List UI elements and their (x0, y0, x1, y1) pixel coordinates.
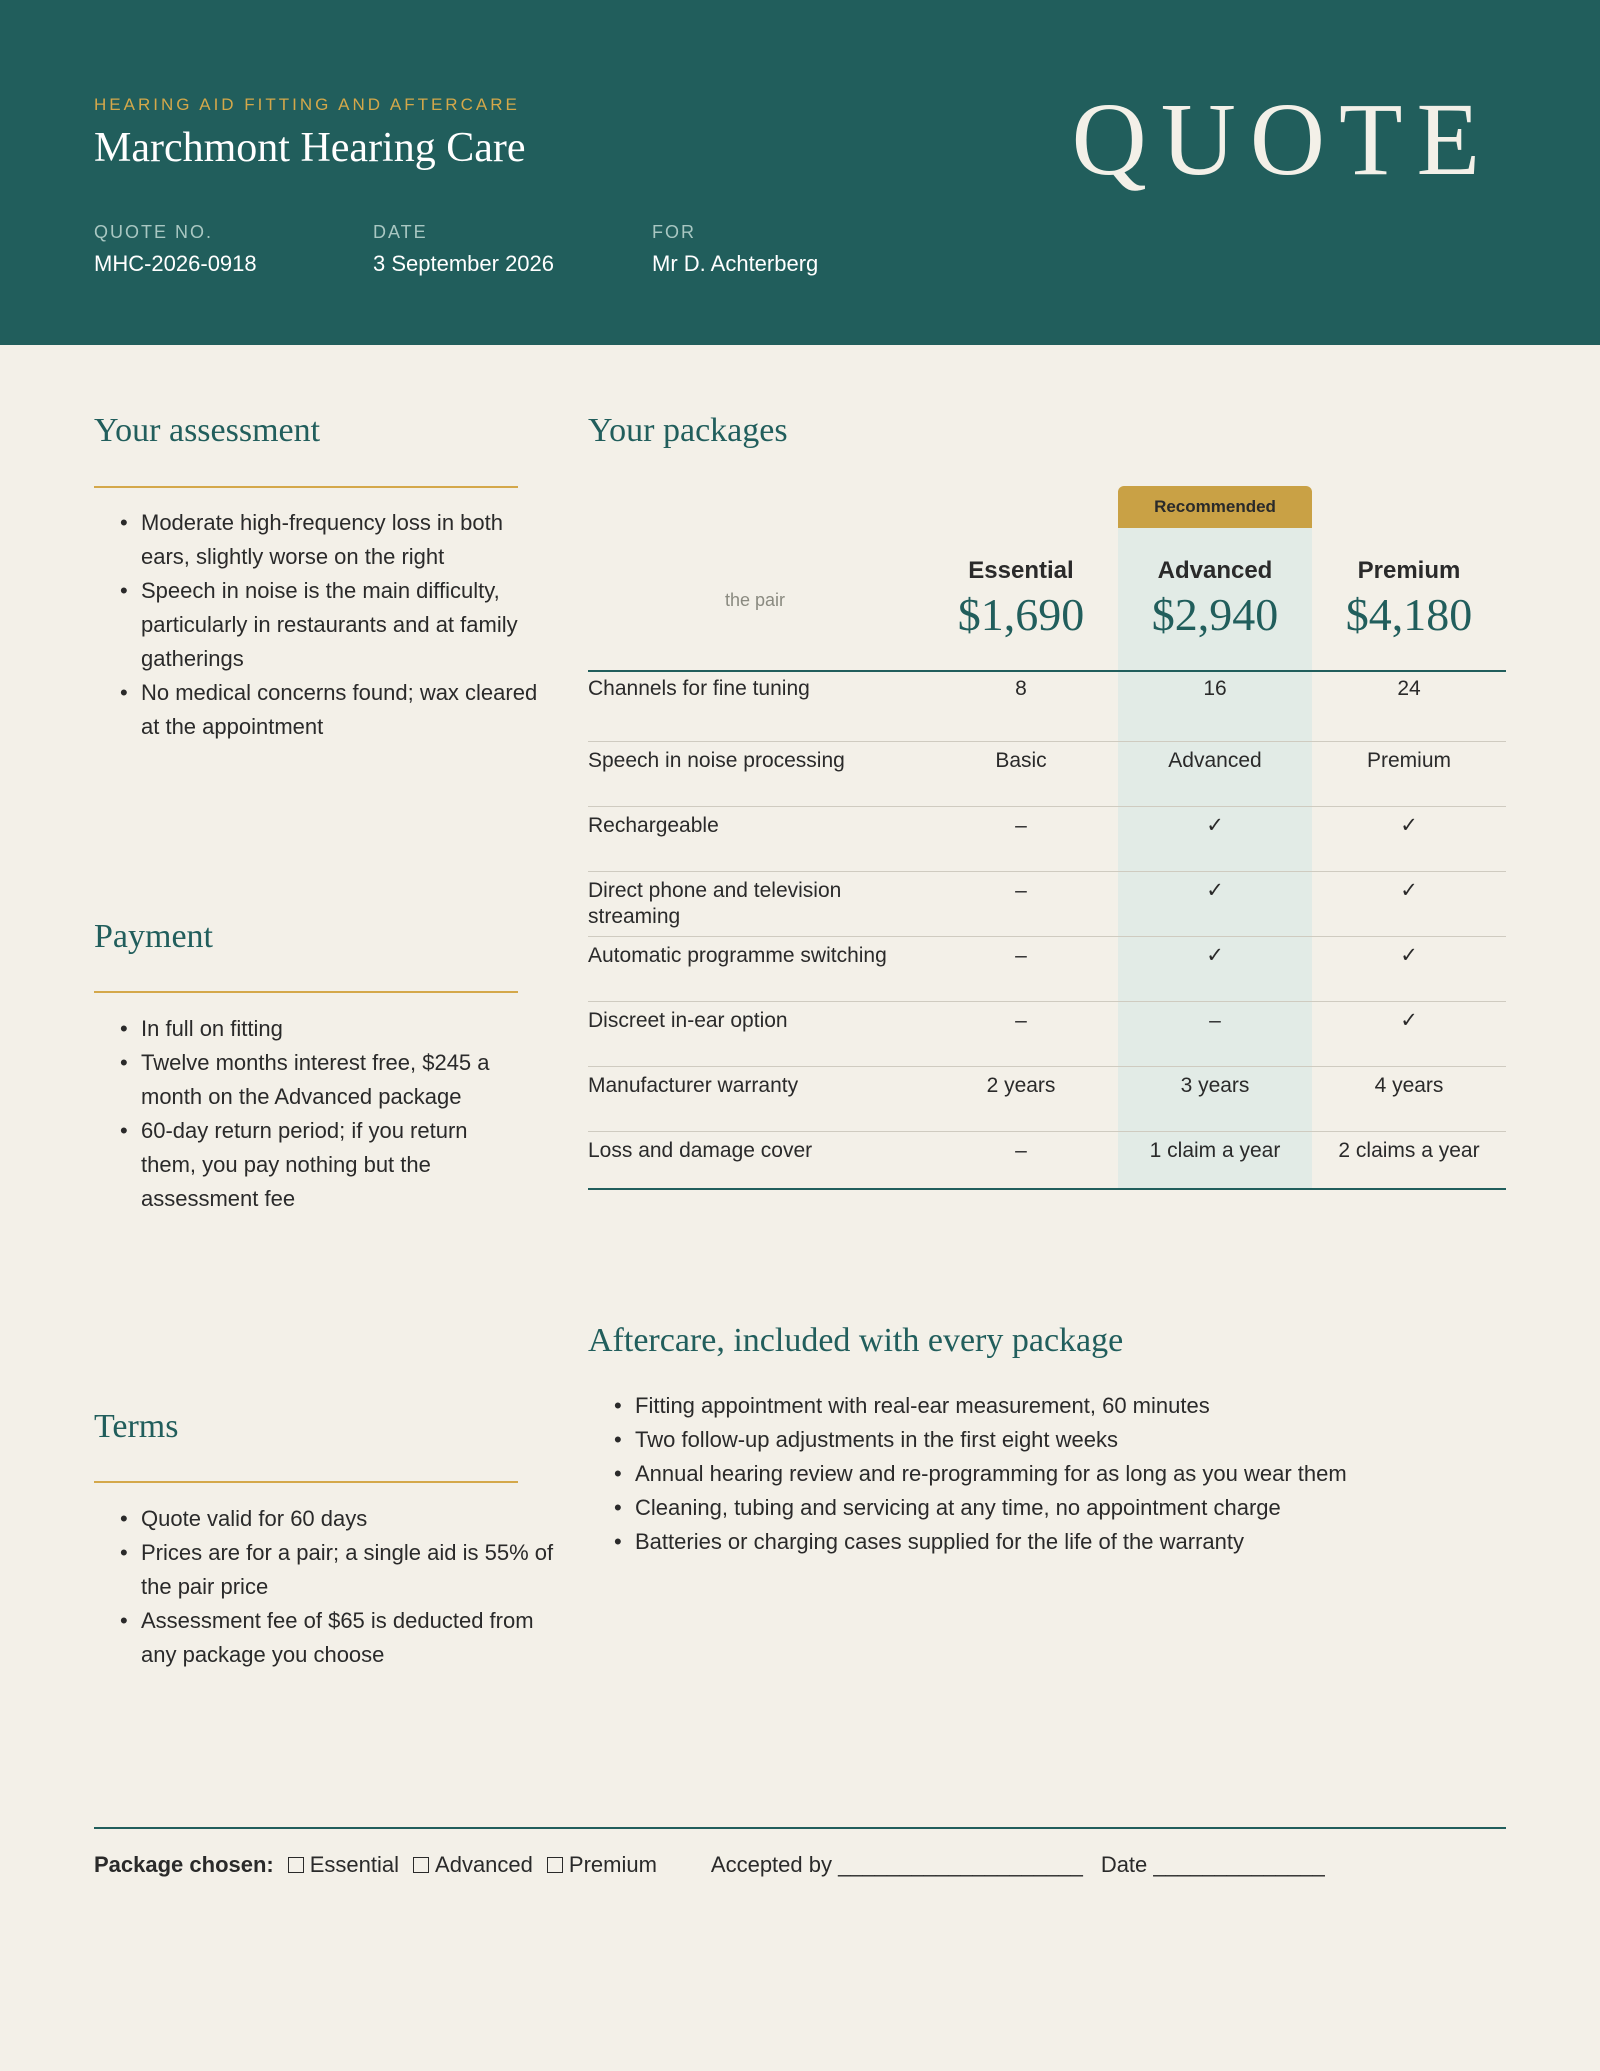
payment-list (94, 1012, 524, 1216)
list-item: • Two follow-up adjustments in the first eight weeks (588, 1423, 1508, 1457)
not-included-dash: – (1015, 944, 1027, 967)
feature-label: Discreet in-ear option (588, 1009, 788, 1032)
recommended-badge: Recommended (1118, 486, 1312, 528)
checkbox-premium[interactable] (547, 1857, 563, 1873)
table-row (588, 1001, 1506, 1066)
option-label: Essential (309, 1852, 400, 1877)
table-cell: 8 (1015, 677, 1027, 700)
meta-label: QUOTE NO. (94, 222, 214, 242)
brand-name: Marchmont Hearing Care (94, 125, 526, 171)
table-row (588, 936, 1506, 1001)
meta-date (373, 222, 554, 277)
list-item: • Moderate high-frequency loss in both ears, slightly worse on the right (94, 506, 554, 574)
list-item: • In full on fitting (94, 1012, 524, 1046)
table-cell: Basic (995, 749, 1047, 772)
meta-label: FOR (652, 222, 696, 242)
list-item: • Assessment fee of $65 is deducted from any package you choose (94, 1604, 554, 1672)
checkmark-icon: ✓ (1400, 1009, 1418, 1032)
list-item: • Twelve months interest free, $245 a month on the Advanced package (94, 1046, 524, 1114)
table-cell: Premium (1366, 749, 1451, 772)
table-cell: 1 claim a year (1149, 1139, 1281, 1162)
checkmark-icon: ✓ (1206, 944, 1224, 967)
checkmark-icon: ✓ (1206, 814, 1224, 837)
date-field[interactable]: Date ______________ (1100, 1852, 1325, 1877)
payment-divider (94, 991, 518, 993)
assessment-divider (94, 486, 518, 488)
list-item: • Speech in noise is the main difficulty, particularly in restaurants and at family gatherings (94, 574, 554, 676)
not-included-dash: – (1015, 1009, 1027, 1032)
table-cell: 2 years (986, 1074, 1056, 1097)
not-included-dash: – (1015, 1139, 1027, 1162)
table-row (588, 676, 1506, 741)
meta-value: MHC-2026-0918 (94, 251, 257, 276)
list-item: • Prices are for a pair; a single aid is 55% of the pair price (94, 1536, 554, 1604)
payment-heading: Payment (94, 918, 213, 955)
table-row (588, 871, 1506, 936)
accepted-by-field[interactable]: Accepted by ____________________ (710, 1852, 1083, 1877)
feature-label: Automatic programme switching (588, 944, 887, 967)
option-label: Premium (568, 1852, 657, 1877)
assessment-heading: Your assessment (94, 412, 321, 449)
list-item: • Batteries or charging cases supplied for the life of the warranty (588, 1525, 1508, 1559)
not-included-dash: – (1015, 879, 1027, 902)
list-item: • Quote valid for 60 days (94, 1502, 554, 1536)
list-item: • No medical concerns found; wax cleared at the appointment (94, 676, 554, 744)
feature-label: Manufacturer warranty (588, 1074, 799, 1097)
meta-quote-no (94, 222, 257, 277)
feature-label: Direct phone and television streaming (588, 879, 842, 928)
checkmark-icon: ✓ (1400, 814, 1418, 837)
document-title: QUOTE (1071, 82, 1494, 197)
table-cell: 2 claims a year (1338, 1139, 1480, 1162)
checkbox-essential[interactable] (288, 1857, 304, 1873)
checkmark-icon: ✓ (1206, 879, 1224, 902)
terms-list (94, 1502, 554, 1672)
table-row (588, 1066, 1506, 1131)
feature-label: Rechargeable (588, 814, 719, 837)
not-included-dash: – (1015, 814, 1027, 837)
feature-label: Loss and damage cover (588, 1139, 813, 1162)
assessment-list (94, 506, 554, 744)
package-price-advanced: $2,940 (1151, 589, 1279, 640)
list-item: • Cleaning, tubing and servicing at any time, no appointment charge (588, 1491, 1508, 1525)
list-item: • Fitting appointment with real-ear measurement, 60 minutes (588, 1389, 1508, 1423)
package-name-essential: Essential (968, 557, 1074, 584)
header-band (0, 0, 1600, 345)
table-cell: 24 (1397, 677, 1421, 700)
aftercare-list (588, 1389, 1508, 1559)
feature-label: Channels for fine tuning (588, 677, 810, 700)
meta-value: Mr D. Achterberg (652, 251, 819, 276)
meta-label: DATE (373, 222, 428, 242)
package-price-essential: $1,690 (957, 589, 1085, 640)
checkbox-advanced[interactable] (413, 1857, 429, 1873)
not-included-dash: – (1209, 1009, 1221, 1032)
table-bottom-rule (588, 1188, 1506, 1190)
option-essential[interactable] (288, 1852, 399, 1878)
price-basis-label: the pair (724, 590, 786, 610)
meta-value: 3 September 2026 (373, 251, 555, 276)
packages-heading: Your packages (588, 412, 788, 449)
terms-heading: Terms (94, 1408, 179, 1445)
package-price-premium: $4,180 (1345, 589, 1473, 640)
table-cell: 16 (1203, 677, 1227, 700)
table-row (588, 741, 1506, 806)
table-top-rule (588, 670, 1506, 672)
checkmark-icon: ✓ (1400, 879, 1418, 902)
list-item: • 60-day return period; if you return them, you pay nothing but the assessment fee (94, 1114, 524, 1216)
table-cell: 4 years (1374, 1074, 1444, 1097)
terms-divider (94, 1481, 518, 1483)
option-advanced[interactable] (413, 1852, 533, 1878)
header-kicker: HEARING AID FITTING AND AFTERCARE (94, 95, 520, 114)
footer-rule (94, 1827, 1506, 1829)
option-premium[interactable] (547, 1852, 657, 1878)
table-row (588, 1131, 1506, 1196)
table-cell: Advanced (1168, 749, 1262, 772)
checkmark-icon: ✓ (1400, 944, 1418, 967)
package-chosen-label: Package chosen: (94, 1852, 274, 1877)
acceptance-footer (94, 1852, 1325, 1878)
table-row (588, 806, 1506, 871)
option-label: Advanced (435, 1852, 533, 1877)
table-cell: 3 years (1180, 1074, 1250, 1097)
meta-for (652, 222, 818, 277)
feature-label: Speech in noise processing (588, 749, 845, 772)
aftercare-heading: Aftercare, included with every package (588, 1322, 1124, 1359)
list-item: • Annual hearing review and re-programming for as long as you wear them (588, 1457, 1508, 1491)
package-name-advanced: Advanced (1157, 557, 1273, 584)
package-name-premium: Premium (1357, 557, 1461, 584)
